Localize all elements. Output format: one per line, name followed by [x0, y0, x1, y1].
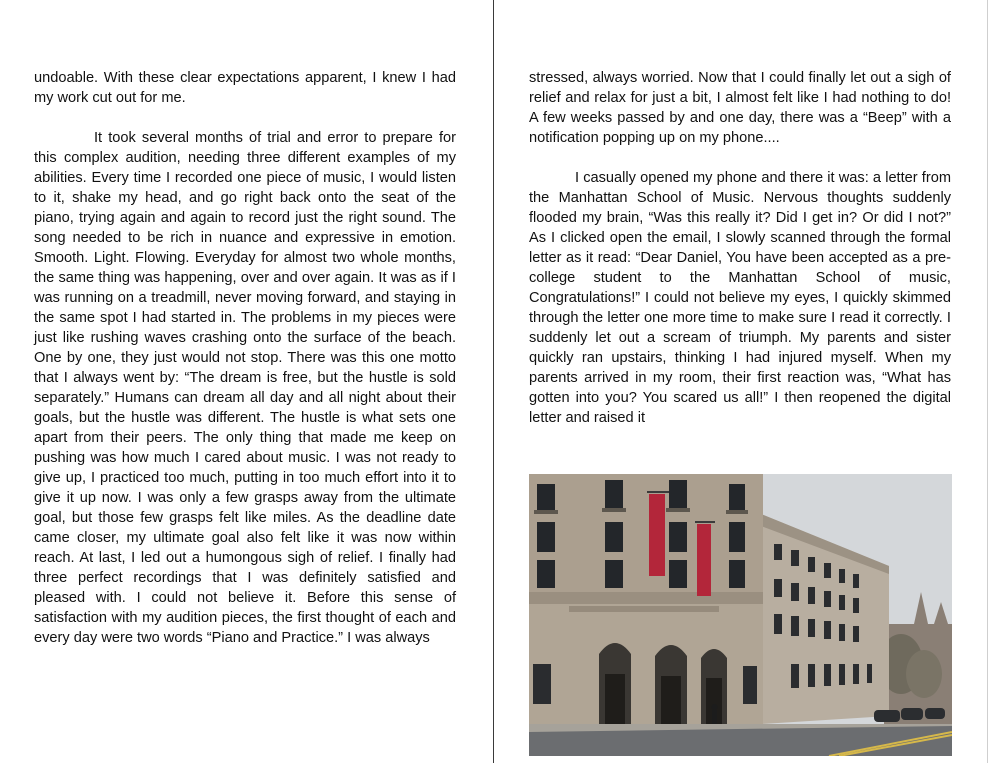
right-paragraph-2: I casually opened my phone and there it was: a letter from the Manhattan School of Music. Nervous thoughts suddenly flooded my brain, “Was this really it? Did I get in? Or did I not?” As I clicked open the email, I slowly scanned through the formal letter as it read: “Dear Daniel, You have been accepted as a pre-college student to the Manhattan School of music, Congratulations!” I could not believe my eyes, I quickly skimmed through the letter one more time to make sure I read it correctly. I suddenly let out a scream of triumph. My parents and sister quickly ran upstairs, thinking I had injured myself. When my parents arrived in my room, their first reaction was, “What has gotten into you? You scared us all!” I then reopened the digital letter and raised it	[529, 170, 951, 426]
right-text-column	[529, 68, 951, 428]
right-paragraph-1: stressed, always worried. Now that I could finally let out a sigh of relief and relax for just a bit, I almost felt like I had nothing to do! A few weeks passed by and one day, there was a “Beep” with a notification popping up on my phone....	[529, 70, 951, 146]
left-page	[0, 0, 493, 763]
building-photo	[529, 474, 952, 756]
right-page	[494, 0, 987, 763]
left-paragraph-2: It took several months of trial and error to prepare for this complex audition, needing three different examples of my abilities. Every time I recorded one piece of music, I would listen to it, shake my head, and go right back onto the seat of the piano, trying again and again to record just the right sound. The song needed to be rich in nuance and expressive in emotion. Smooth. Light. Flowing. Everyday for almost two whole months, the same thing was happening, over and over again. It was as if I was running on a treadmill, never moving forward, and staying in the same spot I had started in. The problems in my pieces were just like rushing waves crashing onto the surface of the beach. One by one, they just would not stop. There was this one motto that I always went by: “The dream is free, but the hustle is sold separately.” Humans can dream all day and all night about their goals, but the hustle was different. The hustle is what sets one apart from their peers. The only thing that made me keep on pushing was how much I cared about music. I was not ready to give up, I practiced too much, putting in too much effort into it to give it up now. I was only a few grasps away from the ultimate goal, but those few grasps felt like miles. As the deadline date came closer, my ultimate goal also felt like it was now within reach. At last, I led out a humongous sigh of relief. I finally had three perfect recordings that I was definitely satisfied and pleased with. I could not believe it. Before this sense of satisfaction with my audition pieces, the first thought of each and every day were two words “Piano and Practice.” I was always	[34, 130, 456, 646]
left-text-column	[34, 68, 456, 648]
building-photo-illustration	[529, 474, 952, 756]
right-page-edge	[987, 0, 988, 763]
left-paragraph-1: undoable. With these clear expectations apparent, I knew I had my work cut out for me.	[34, 70, 456, 106]
